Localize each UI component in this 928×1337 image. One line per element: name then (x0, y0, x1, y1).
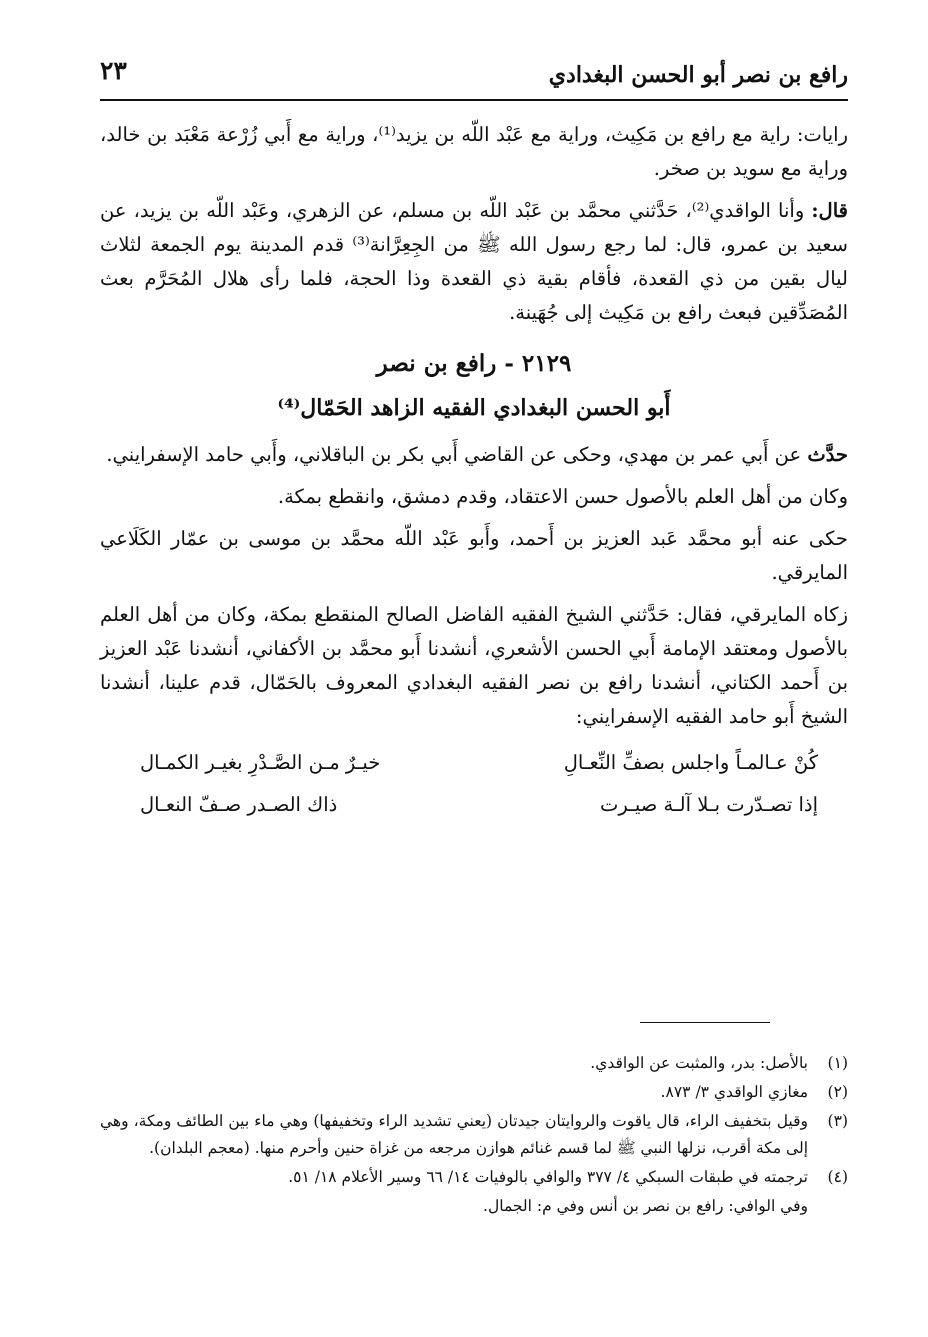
verse-hemistich-first: إذا تصـدّرت بـلا آلـة صيـرت (600, 793, 818, 816)
verse-line (140, 742, 818, 784)
footnote-divider (640, 1022, 770, 1023)
paragraph-waqidi (100, 194, 848, 330)
footnote-number: (٣) (827, 1112, 848, 1130)
footnote-4 (100, 1164, 848, 1191)
verse-hemistich-second: خيـرٌ مـن الصَّـدْرِ بغيـر الكمـال (140, 751, 381, 774)
paragraph-knowledge: وكان من أهل العلم بالأصول حسن الاعتقاد، وقدم دمشق، وانقطع بمكة. (277, 485, 848, 508)
entry-title: ٢١٢٩ - رافع بن نصر (376, 350, 572, 377)
page-header (100, 52, 848, 96)
footnote-text: وقيل بتخفيف الراء، قال ياقوت والروايتان جيدتان (يعني تشديد الراء وتخفيفها) وهي ماء بين الطائف ومكة، وهي إلى مكة أقرب، نزلها النبي ﷺ لما قسم غنائم هوازن مرجعه من غزاة حنين وأحرم منها. (معجم البلدان). (100, 1112, 808, 1157)
footnote-2 (100, 1079, 848, 1106)
footnote-number: (١) (827, 1054, 848, 1072)
paragraph-banners: رايات: راية مع رافع بن مَكِيث، وراية مع عَبْد اللّه بن يزيد⁽¹⁾، وراية مع أَبي زُرْعة مَعْبَد بن خالد، وراية مع سويد بن صخر. (100, 123, 848, 180)
footnote-4-continuation: وفي الوافي: رافع بن نصر بن أنس وفي م: الجمال. (483, 1197, 808, 1215)
page-number: ٢٣ (100, 56, 127, 85)
footnote-text: ترجمته في طبقات السبكي ٤/ ٣٧٧ والوافي بالوفيات ١٤/ ٦٦ وسير الأعلام ١٨/ ٥١. (288, 1168, 808, 1186)
paragraph-narrated (100, 438, 848, 472)
footnote-number: (٢) (827, 1083, 848, 1101)
paragraph-lead-qal: قال: (811, 199, 848, 222)
footnotes (100, 1050, 848, 1220)
paragraph-transmitters: حكى عنه أبو محمَّد عَبد العزيز بن أَحمد، وأَبو عَبْد اللّه محمَّد بن موسى بن عمّار الكَلَاعي المايرقي. (100, 527, 848, 584)
entry-subtitle: أَبو الحسن البغدادي الفقيه الزاهد الحَمّال⁽⁴⁾ (277, 395, 671, 421)
running-title: رافع بن نصر أبو الحسن البغدادي (548, 62, 848, 88)
main-text (100, 118, 848, 826)
verse-hemistich-second: ذاك الصـدر صـفّ النعـال (140, 793, 338, 816)
header-divider (100, 99, 848, 101)
footnote-3 (100, 1108, 848, 1162)
verse-hemistich-first: كُنْ عـالمـاً واجلس بصفِّ النِّعـالِ (563, 751, 818, 774)
footnote-text: بالأصل: بدر، والمثبت عن الواقدي. (590, 1054, 808, 1072)
paragraph-mayurqi: زكاه المايرقي، فقال: حَدَّثني الشيخ الفقيه الفاضل الصالح المنقطع بمكة، وكان من أهل العلم بالأصول ومعتقد الإمامة أَبي الحسن الأشعري، أنشدنا أَبو محمَّد بن الأكفاني، أنشدنا عَبْد العزيز بن أَحمد الكتاني، أنشدنا رافع بن نصر الفقيه البغدادي المعروف بالحَمّال، قدم علينا، أنشدنا الشيخ أَبو حامد الفقيه الإسفرايني: (100, 603, 848, 728)
poem-verses (100, 742, 848, 826)
paragraph-lead-haddath: حدَّث (807, 443, 848, 466)
footnote-1 (100, 1050, 848, 1077)
footnote-number: (٤) (827, 1168, 848, 1186)
paragraph-waqidi-text: وأنا الواقدي⁽²⁾، حَدَّثني محمَّد بن عَبْد اللّه بن مسلم، عن الزهري، وعَبْد اللّه بن يزيد، عن سعيد بن عمرو، قال: لما رجع رسول الله ﷺ من الجِعِرَّانة⁽³⁾ قدم المدينة يوم الجمعة لثلاث ليال بقين من ذي القعدة، فأقام بقية ذي القعدة وذا الحجة، فلما رأى هلال المُحَرَّم بعث المُصَدِّقين فبعث رافع بن مَكِيث إلى جُهَينة. (100, 199, 848, 324)
paragraph-narrated-text: عن أَبي عمر بن مهدي، وحكى عن القاضي أَبي بكر بن الباقلاني، وأَبي حامد الإسفرايني. (106, 443, 808, 466)
verse-line (140, 784, 818, 826)
footnote-text: مغازي الواقدي ٣/ ٨٧٣. (660, 1083, 808, 1101)
